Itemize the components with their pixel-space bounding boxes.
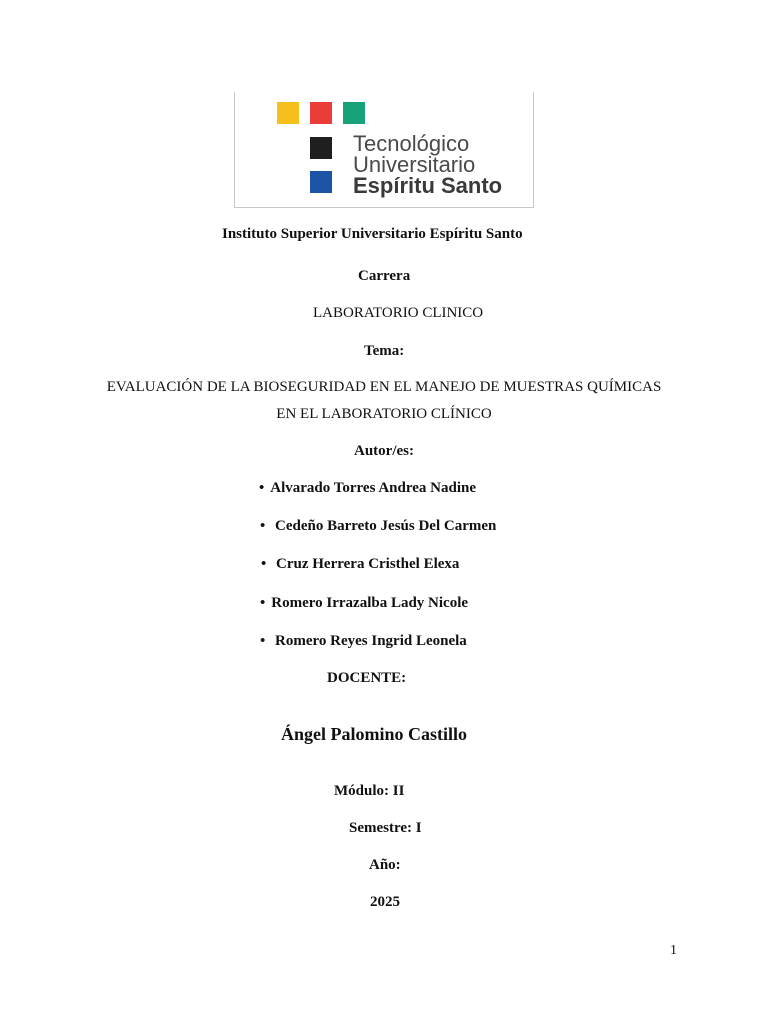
module-info: Módulo: II: [334, 783, 405, 799]
page-number: 1: [670, 943, 677, 958]
semester-info: Semestre: I: [349, 820, 422, 836]
author-item: [260, 595, 468, 612]
bullet-icon: •: [261, 556, 267, 572]
bullet-icon: •: [260, 518, 266, 534]
logo-black-square: [310, 137, 332, 159]
bullet-icon: •: [259, 480, 265, 496]
teacher-name: Ángel Palomino Castillo: [281, 724, 468, 744]
career-label: Carrera: [358, 268, 411, 284]
author-name: Romero Irrazalba Lady Nicole: [271, 595, 469, 611]
career-value: LABORATORIO CLINICO: [313, 305, 484, 321]
year-label: Año:: [369, 857, 401, 873]
author-name: Alvarado Torres Andrea Nadine: [270, 480, 476, 496]
topic-label: Tema:: [364, 343, 405, 359]
topic-line-1: EVALUACIÓN DE LA BIOSEGURIDAD EN EL MANEJO DE MUESTRAS QUÍMICAS: [106, 379, 662, 395]
logo-yellow-square: [277, 102, 299, 124]
institution-logo: [234, 92, 534, 208]
author-item: [261, 556, 459, 573]
author-item: [260, 633, 467, 650]
logo-text-line1: Tecnológico: [353, 131, 470, 156]
author-name: Romero Reyes Ingrid Leonela: [275, 633, 467, 649]
logo-text-line3: Espíritu Santo: [353, 173, 503, 198]
author-item: [259, 480, 476, 497]
year-value: 2025: [370, 894, 400, 910]
teacher-label: DOCENTE:: [327, 670, 407, 686]
bullet-icon: •: [260, 633, 266, 649]
logo-text-line2: Universitario: [353, 152, 476, 177]
topic-line-2: EN EL LABORATORIO CLÍNICO: [276, 406, 492, 422]
logo-green-square: [343, 102, 365, 124]
author-name: Cedeño Barreto Jesús Del Carmen: [275, 518, 497, 534]
logo-red-square: [310, 102, 332, 124]
author-item: [260, 518, 496, 535]
institution-name: Instituto Superior Universitario Espíritu Santo: [222, 226, 523, 242]
logo-blue-square: [310, 171, 332, 193]
bullet-icon: •: [260, 595, 266, 611]
authors-label: Autor/es:: [354, 443, 414, 459]
author-name: Cruz Herrera Cristhel Elexa: [276, 556, 460, 572]
